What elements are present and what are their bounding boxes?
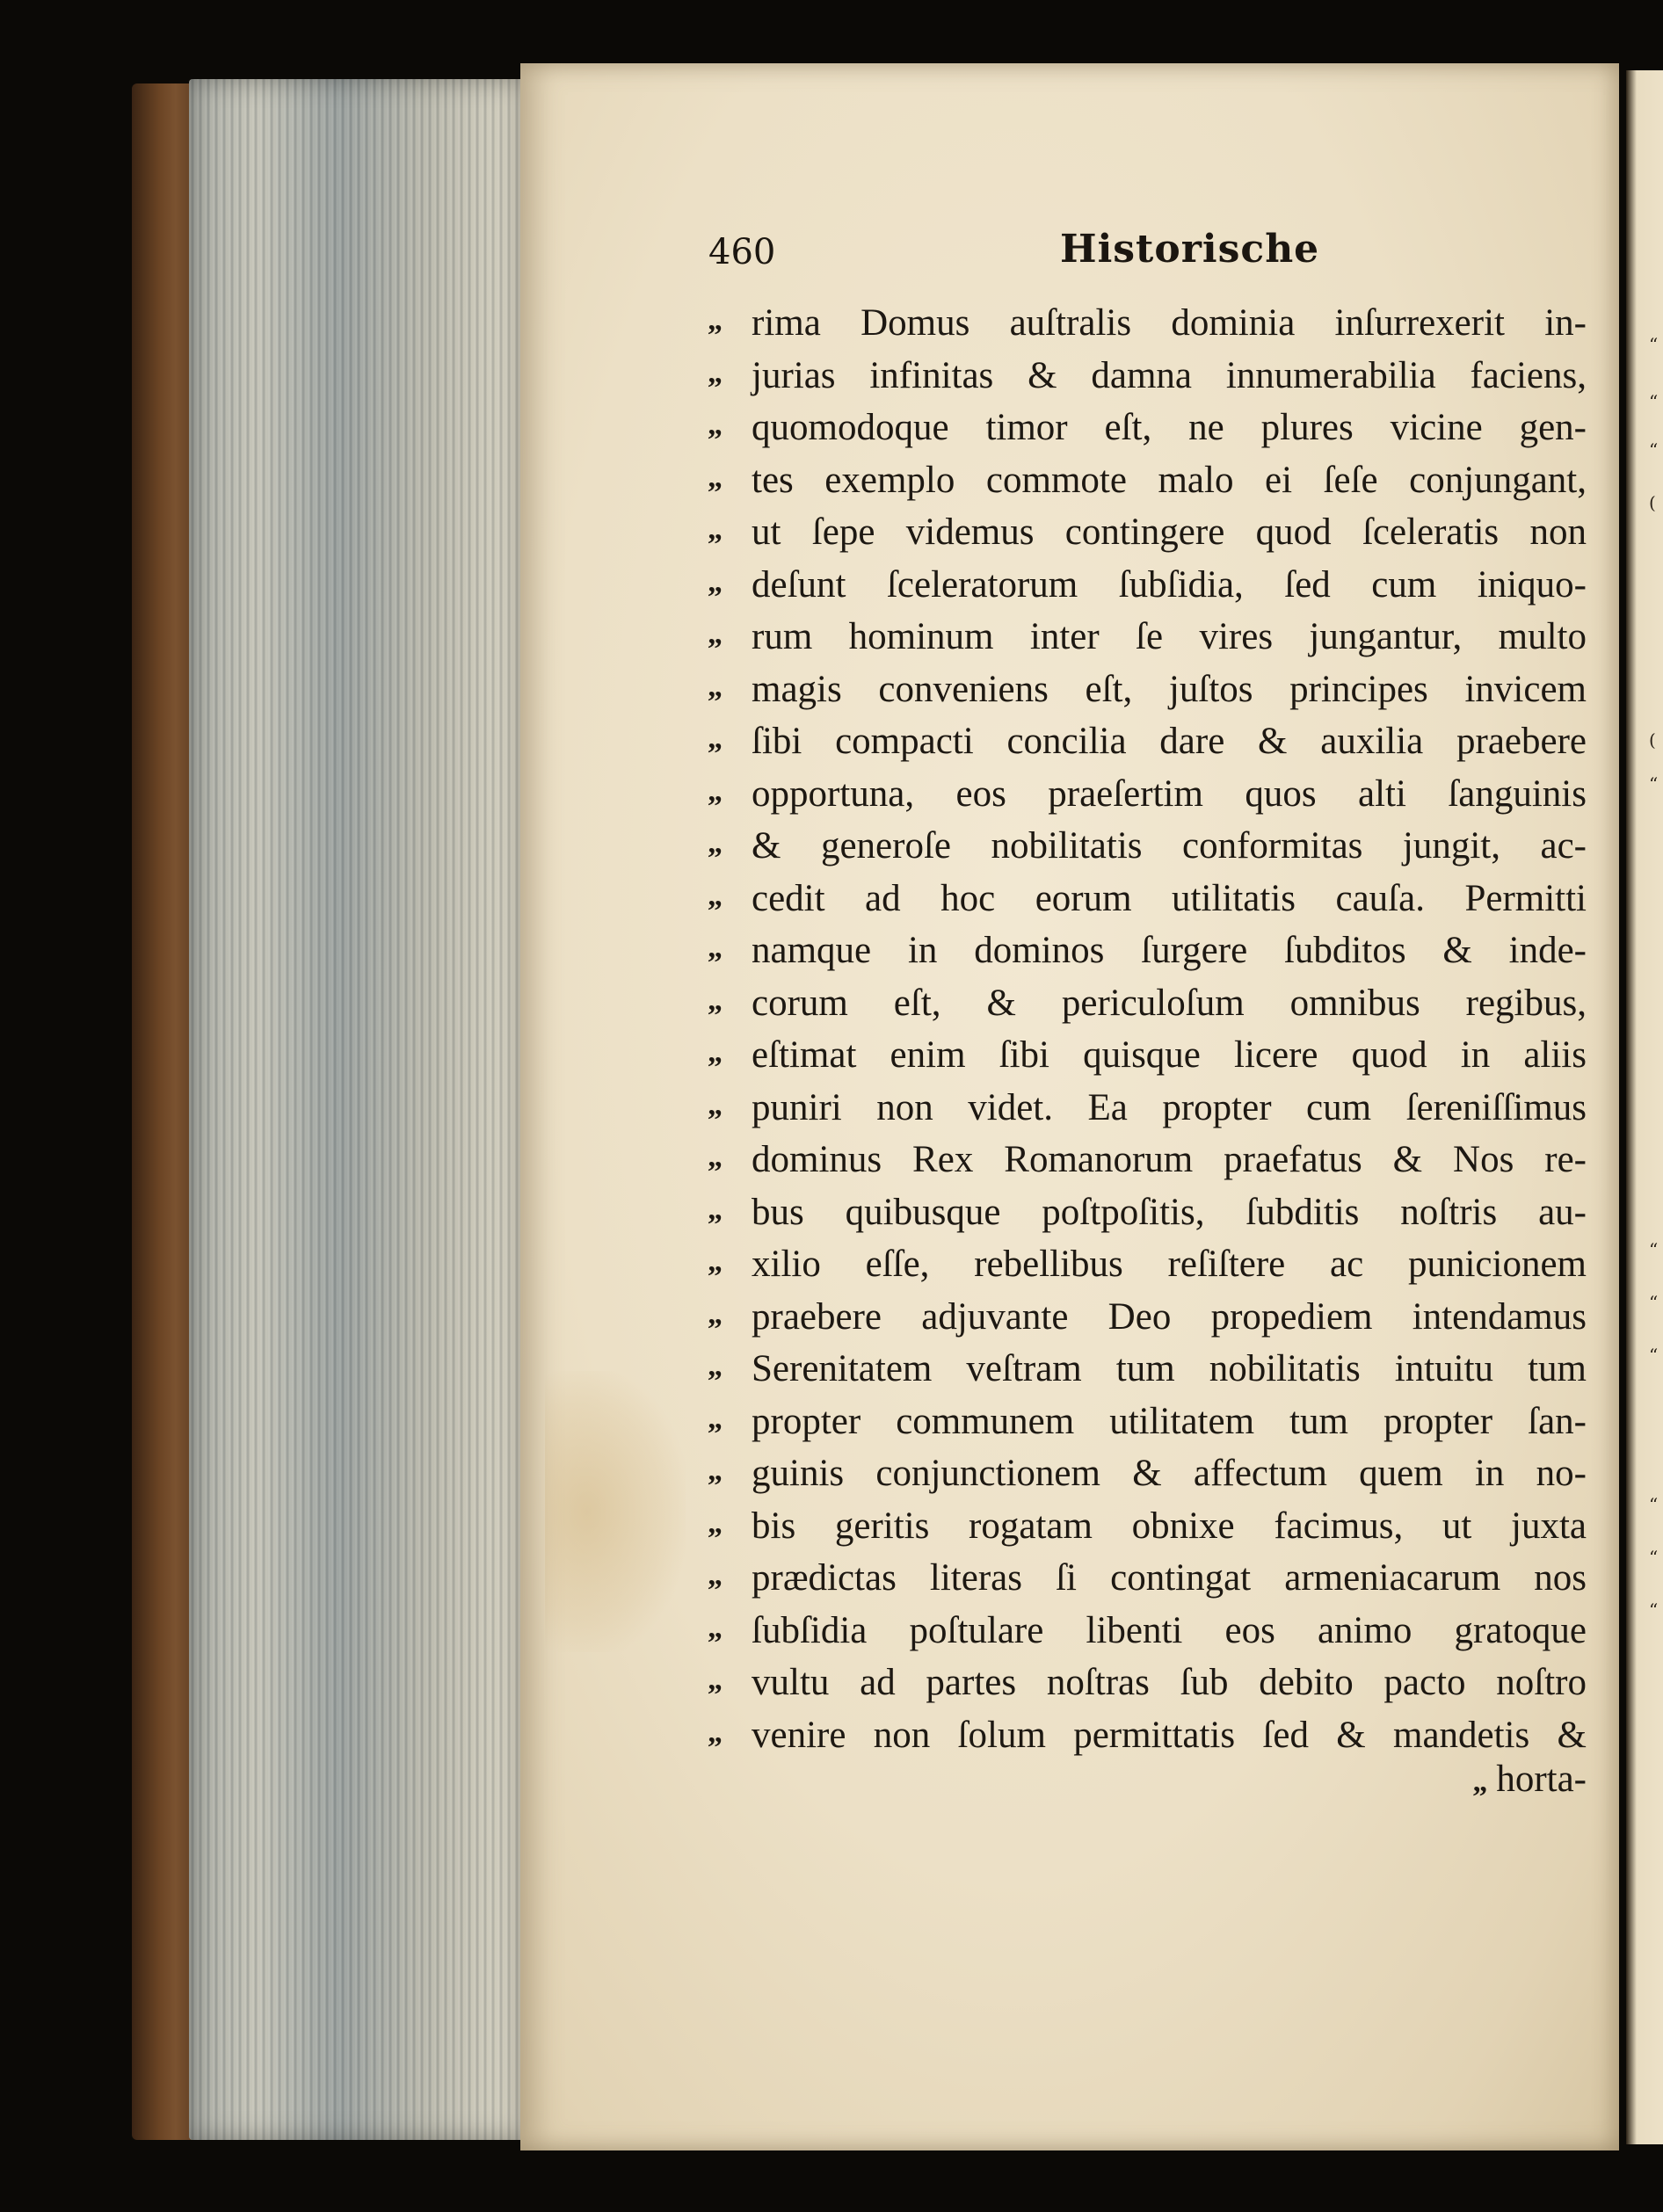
text-line xyxy=(708,665,1587,718)
catchword xyxy=(1446,1758,1587,1801)
line-text: puniri non videt. Ea propter cum ſereniſſimus xyxy=(752,1086,1587,1128)
quote-mark: „ xyxy=(708,461,723,494)
line-text: rum hominum inter ſe vires jungantur, multo xyxy=(752,616,1587,657)
facing-page-mark: “ xyxy=(1649,773,1659,794)
facing-page-mark: “ xyxy=(1649,1345,1659,1366)
facing-page-mark: ( xyxy=(1649,492,1656,513)
quote-mark: „ xyxy=(708,409,723,441)
facing-page-mark: “ xyxy=(1649,1292,1659,1313)
page-edges xyxy=(189,79,523,2140)
text-line xyxy=(708,508,1587,561)
quote-mark: „ xyxy=(708,1350,723,1382)
line-text: ſibi compacti concilia dare & auxilia praebere xyxy=(752,721,1587,762)
text-line xyxy=(708,456,1587,509)
text-line xyxy=(708,613,1587,665)
line-text: magis conveniens eſt, juſtos principes invicem xyxy=(752,668,1587,710)
running-head: Historische xyxy=(1060,227,1320,272)
line-text: venire non ſolum permittatis ſed & mandetis & xyxy=(752,1714,1587,1756)
quote-mark: „ xyxy=(708,1402,723,1435)
quote-mark: „ xyxy=(708,565,723,598)
line-text: vultu ad partes noſtras ſub debito pacto noſtro xyxy=(752,1662,1587,1703)
facing-page-mark: “ xyxy=(1649,391,1659,412)
text-line xyxy=(708,717,1587,770)
line-text: praebere adjuvante Deo propediem intendamus xyxy=(752,1295,1587,1338)
line-text: propter communem utilitatem tum propter ſan- xyxy=(752,1400,1587,1442)
text-line xyxy=(708,1606,1587,1659)
line-text: xilio eſſe, rebellibus reſiſtere ac punicionem xyxy=(752,1244,1587,1285)
line-text: eſtimat enim ſibi quisque licere quod in aliis xyxy=(752,1034,1587,1076)
quote-mark: „ xyxy=(708,879,723,912)
quote-mark: „ xyxy=(708,722,723,755)
body-text xyxy=(708,299,1587,1763)
line-text: tes exemplo commote malo ei ſeſe conjungant, xyxy=(752,459,1587,501)
line-text: namque in dominos ſurgere ſubditos & inde- xyxy=(752,930,1587,971)
quote-mark: „ xyxy=(708,1088,723,1121)
text-line xyxy=(708,561,1587,613)
line-text: cedit ad hoc eorum utilitatis cauſa. Permitti xyxy=(752,877,1587,919)
text-line xyxy=(708,1658,1587,1711)
quote-mark: „ xyxy=(708,1559,723,1592)
text-line xyxy=(708,1449,1587,1502)
quote-mark: „ xyxy=(708,774,723,808)
quote-mark: „ xyxy=(708,356,723,389)
line-text: bis geritis rogatam obnixe facimus, ut juxta xyxy=(752,1505,1587,1547)
line-text: corum eſt, & periculoſum omnibus regibus, xyxy=(752,982,1587,1024)
facing-page-mark: “ xyxy=(1649,1239,1659,1260)
quote-mark: „ xyxy=(708,827,723,859)
text-line xyxy=(708,979,1587,1032)
quote-mark: „ xyxy=(708,513,723,546)
text-line xyxy=(708,1554,1587,1606)
text-line xyxy=(708,1502,1587,1555)
text-line xyxy=(708,874,1587,927)
quote-mark: „ xyxy=(708,1506,723,1540)
catchword-text: horta- xyxy=(1496,1759,1587,1800)
text-line xyxy=(708,926,1587,979)
facing-page-mark: “ xyxy=(1649,1599,1659,1621)
quote-mark: „ xyxy=(708,1036,723,1069)
quote-mark: „ xyxy=(708,1664,723,1696)
text-line xyxy=(708,403,1587,456)
text-line xyxy=(708,1240,1587,1293)
quote-mark: „ xyxy=(708,1141,723,1173)
facing-page-mark: “ xyxy=(1649,1494,1659,1515)
line-text: guinis conjunctionem & affectum quem in no- xyxy=(752,1453,1587,1494)
page-number: 460 xyxy=(708,232,776,272)
facing-page-mark: “ xyxy=(1649,334,1659,355)
line-text: deſunt ſceleratorum ſubſidia, ſed cum iniquo- xyxy=(752,563,1587,606)
text-line xyxy=(708,1345,1587,1397)
text-line xyxy=(708,1188,1587,1241)
text-line xyxy=(708,1711,1587,1764)
facing-page-mark: “ xyxy=(1649,1547,1659,1568)
line-text: & generoſe nobilitatis conformitas jungit, ac- xyxy=(752,825,1587,867)
line-text: dominus Rex Romanorum praefatus & Nos re- xyxy=(752,1139,1587,1180)
line-text: quomodoque timor eſt, ne plures vicine gen- xyxy=(752,407,1587,448)
quote-mark: „ xyxy=(708,670,723,703)
text-line xyxy=(708,1084,1587,1136)
text-line xyxy=(708,770,1587,823)
line-text: opportuna, eos praeſertim quos alti ſanguinis xyxy=(752,772,1587,815)
facing-page-mark: “ xyxy=(1649,439,1659,461)
text-line xyxy=(708,299,1587,352)
text-line xyxy=(708,1293,1587,1345)
quote-mark: „ xyxy=(708,1611,723,1644)
quote-mark: „ xyxy=(708,304,723,337)
line-text: prædictas literas ſi contingat armeniacarum nos xyxy=(752,1557,1587,1599)
line-text: rima Domus auſtralis dominia inſurrexerit in- xyxy=(752,302,1587,344)
line-text: ut ſepe videmus contingere quod ſceleratis non xyxy=(752,511,1587,553)
text-line xyxy=(708,1135,1587,1188)
water-stain xyxy=(545,1371,686,1652)
line-text: jurias infinitas & damna innumerabilia faciens, xyxy=(752,354,1587,396)
quote-mark: „ xyxy=(708,932,723,964)
page-header xyxy=(708,227,1320,288)
text-line xyxy=(708,822,1587,874)
quote-mark: „ xyxy=(708,1715,723,1749)
text-line xyxy=(708,352,1587,404)
quote-mark: „ xyxy=(708,618,723,650)
quote-mark: „ xyxy=(708,1297,723,1331)
facing-page-mark: ( xyxy=(1649,729,1656,751)
line-text: bus quibusque poſtpoſitis, ſubditis noſtris au- xyxy=(752,1191,1587,1233)
quote-mark: „ xyxy=(708,1193,723,1226)
catchword-quote-mark: „ xyxy=(1472,1766,1488,1798)
line-text: Serenitatem veſtram tum nobilitatis intuitu tum xyxy=(752,1348,1587,1389)
quote-mark: „ xyxy=(708,1454,723,1487)
facing-page-edge xyxy=(1626,70,1663,2144)
line-text: ſubſidia poſtulare libenti eos animo gratoque xyxy=(752,1609,1587,1651)
quote-mark: „ xyxy=(708,983,723,1017)
text-line xyxy=(708,1031,1587,1084)
text-line xyxy=(708,1397,1587,1450)
quote-mark: „ xyxy=(708,1245,723,1278)
